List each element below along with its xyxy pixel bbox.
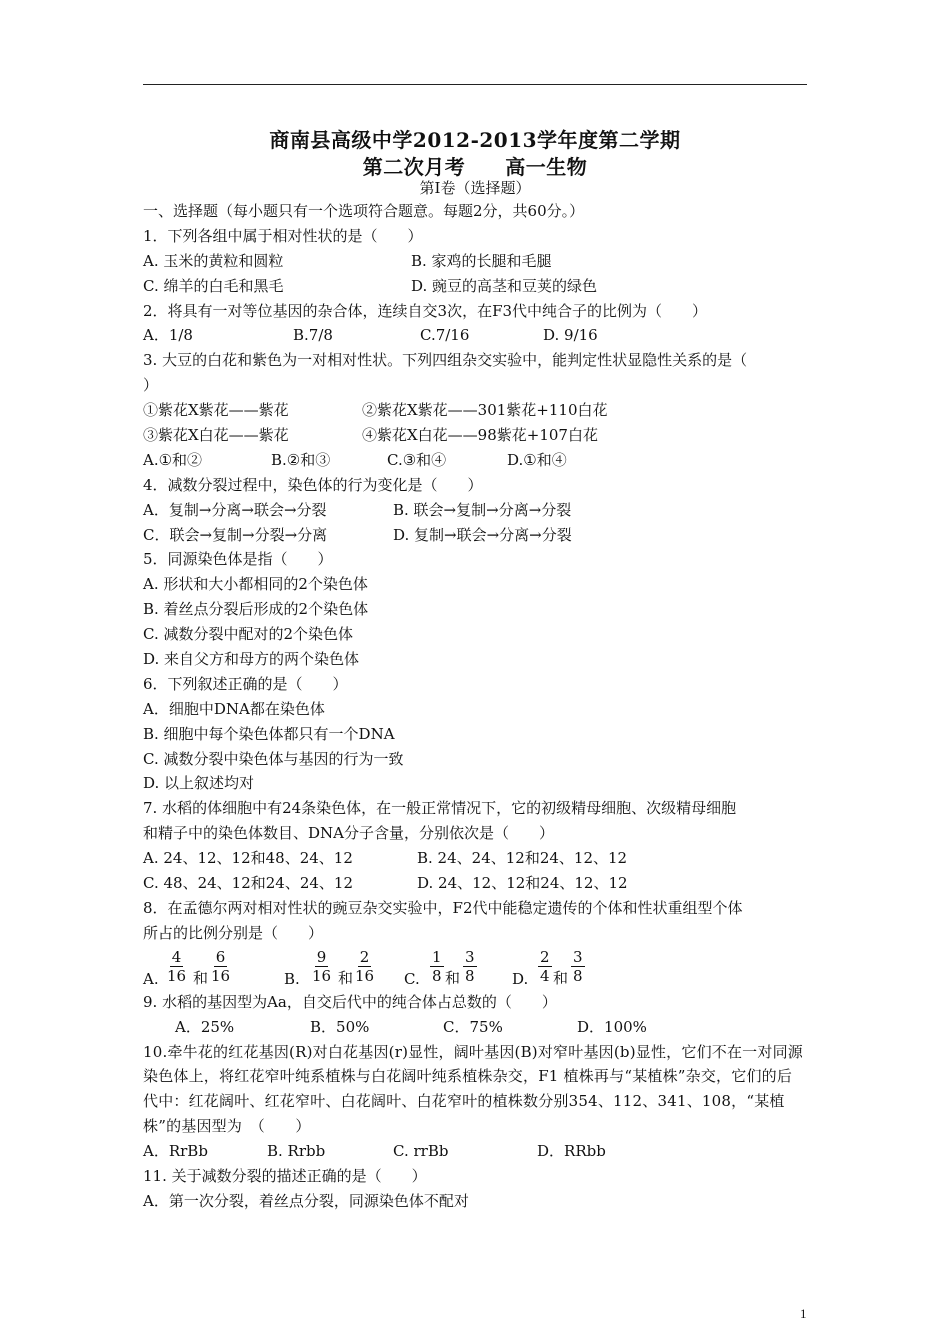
exam-subtitle <box>0 151 950 180</box>
cross-3: ③紫花X白花——紫花 <box>143 426 289 445</box>
option-b: B. 细胞中每个染色体都只有一个DNA <box>143 724 395 743</box>
option-b: B．50% <box>310 1017 370 1036</box>
fraction: $\frac{3}{8}$ <box>573 947 583 985</box>
option-a: A. 形状和大小都相同的2个染色体 <box>143 575 368 594</box>
cross-4: ④紫花X白花——98紫花+107白花 <box>362 426 598 445</box>
option-b-label: B. <box>284 969 300 988</box>
option-c: C.③和④ <box>387 450 447 469</box>
fraction: $\frac{2}{4}$ <box>540 947 550 985</box>
cross-2: ②紫花X紫花——301紫花+110白花 <box>362 401 608 420</box>
option-b: B. 着丝点分裂后形成的2个染色体 <box>143 600 369 619</box>
option-c: C．联会→复制→分裂→分离 <box>143 525 328 544</box>
cross-1: ①紫花X紫花——紫花 <box>143 401 289 420</box>
question-9-stem: 9. 水稻的基因型为Aa，自交后代中的纯合体占总数的（ ） <box>143 992 557 1011</box>
option-a: A．复制→分离→联会→分裂 <box>143 500 327 519</box>
exam-title: 商南县高级中学2012-2013学年度第二学期 <box>269 128 681 152</box>
fraction: $\frac{4}{16}$ <box>167 947 187 985</box>
question-3-crosses-row2 <box>143 423 807 448</box>
question-3-stem-tail: ） <box>143 376 159 395</box>
fraction: $\frac{9}{16}$ <box>312 947 332 985</box>
question-2-options <box>143 323 807 348</box>
option-d: D. 复制→联会→分离→分裂 <box>393 525 572 544</box>
fraction: $\frac{2}{16}$ <box>355 947 375 985</box>
option-c: C. 减数分裂中配对的2个染色体 <box>143 625 354 644</box>
option-d: D.①和④ <box>507 450 567 469</box>
fraction: $\frac{6}{16}$ <box>211 947 231 985</box>
question-1-options-row1 <box>143 249 807 274</box>
question-9-options <box>143 1015 807 1040</box>
option-c: C. 绵羊的白毛和黑毛 <box>143 276 284 295</box>
option-d: D．RRbb <box>537 1142 606 1161</box>
question-10-options <box>143 1139 807 1164</box>
question-7-stem-line2: 和精子中的染色体数目、DNA分子含量，分别依次是（ ） <box>143 824 554 843</box>
question-4-options-row1 <box>143 498 807 523</box>
question-3-crosses-row1 <box>143 398 807 423</box>
question-6-stem: 6．下列叙述正确的是（ ） <box>143 674 348 693</box>
question-7-stem-line1: 7. 水稻的体细胞中有24条染色体，在一般正常情况下，它的初级精母细胞、次级精母细胞 <box>143 799 737 818</box>
option-b: B. 联会→复制→分离→分裂 <box>393 500 572 519</box>
option-a: A．1/8 <box>143 326 193 345</box>
question-10-stem: 10.牵牛花的红花基因(R)对白花基因(r)显性，阔叶基因(B)对窄叶基因(b)显性，它们不在一对同源染色体上，将红花窄叶纯系植株与白花阔叶纯系植株杂交，F1 植株再与“某植株”杂交，它们的后代中：红花阔叶、红花窄叶、白花阔叶、白花窄叶的植株数分别354、112、341、108，“某植株”的基因型为 （ ） <box>143 1042 803 1136</box>
option-b: B. Rrbb <box>267 1142 326 1161</box>
question-7-options-row2 <box>143 871 807 896</box>
question-4-stem: 4．减数分裂过程中，染色体的行为变化是（ ） <box>143 475 483 494</box>
option-c: C.7/16 <box>420 326 470 345</box>
questions <box>143 199 807 1214</box>
question-8-stem-line1: 8．在孟德尔两对相对性状的豌豆杂交实验中，F2代中能稳定遗传的个体和性状重组型个体 <box>143 898 743 917</box>
option-d-label: D. <box>512 969 529 988</box>
option-c: C. 减数分裂中染色体与基因的行为一致 <box>143 749 404 768</box>
option-a: A. 24、12、12和48、24、12 <box>143 849 353 868</box>
question-7-options-row1 <box>143 846 807 871</box>
option-d: D. 以上叙述均对 <box>143 774 255 793</box>
option-a: A．细胞中DNA都在染色体 <box>143 699 325 718</box>
option-d: D. 9/16 <box>543 326 598 345</box>
option-a: A．25% <box>175 1017 235 1036</box>
question-2-stem: 2．将具有一对等位基因的杂合体，连续自交3次，在F3代中纯合子的比例为（ ） <box>143 301 708 320</box>
page-number: 1 <box>800 1306 807 1321</box>
option-a-label: A. <box>143 969 159 988</box>
option-a: A. 玉米的黄粒和圆粒 <box>143 251 284 270</box>
exam-name: 第二次月考 <box>362 155 466 179</box>
fraction: $\frac{1}{8}$ <box>432 947 442 985</box>
instructions: 一、选择题（每小题只有一个选项符合题意。每题2分，共60分。） <box>143 202 585 220</box>
fraction: $\frac{3}{8}$ <box>465 947 475 985</box>
option-a: A.①和② <box>143 450 203 469</box>
question-1-stem: 1．下列各组中属于相对性状的是（ ） <box>143 226 423 245</box>
section-heading: 第Ⅰ卷（选择题） <box>419 179 531 197</box>
header-rule <box>143 84 807 85</box>
question-11-stem: 11. 关于减数分裂的描述正确的是（ ） <box>143 1167 427 1186</box>
option-b: B. 24、24、12和24、12、12 <box>417 849 628 868</box>
option-a: A．第一次分裂，着丝点分裂，同源染色体不配对 <box>143 1191 469 1210</box>
option-d: D. 来自父方和母方的两个染色体 <box>143 650 360 669</box>
question-3-stem: 3. 大豆的白花和紫色为一对相对性状。下列四组杂交实验中，能判定性状显隐性关系的是（ <box>143 351 748 370</box>
question-1-options-row2 <box>143 274 807 299</box>
question-5-stem: 5．同源染色体是指（ ） <box>143 550 333 569</box>
option-c: C. rrBb <box>393 1142 449 1161</box>
option-d: D．100% <box>577 1017 647 1036</box>
question-4-options-row2 <box>143 523 807 548</box>
option-a: A．RrBb <box>143 1142 208 1161</box>
question-8-stem-line2: 所占的比例分别是（ ） <box>143 923 324 942</box>
option-d: D. 豌豆的高茎和豆荚的绿色 <box>411 276 598 295</box>
option-c-label: C. <box>404 969 420 988</box>
option-b: B.7/8 <box>293 326 333 345</box>
question-3-options <box>143 448 807 473</box>
option-d: D. 24、12、12和24、12、12 <box>417 874 628 893</box>
option-c: C. 48、24、12和24、24、12 <box>143 874 354 893</box>
option-b: B. 家鸡的长腿和毛腿 <box>411 251 552 270</box>
option-b: B.②和③ <box>271 450 331 469</box>
subject-name: 高一生物 <box>505 155 588 179</box>
question-8-options: A. $\frac{4}{16}$ 和 $\frac{6}{16}$ B. $\frac{9}{16}$ 和 $\frac{2}{16}$ C. $\frac{1}{8}$ 和 $\frac{3}{8}$ D. $\frac{2}{4}$ 和 $\frac{3}{8}$ <box>143 947 583 988</box>
option-c: C．75% <box>443 1017 503 1036</box>
